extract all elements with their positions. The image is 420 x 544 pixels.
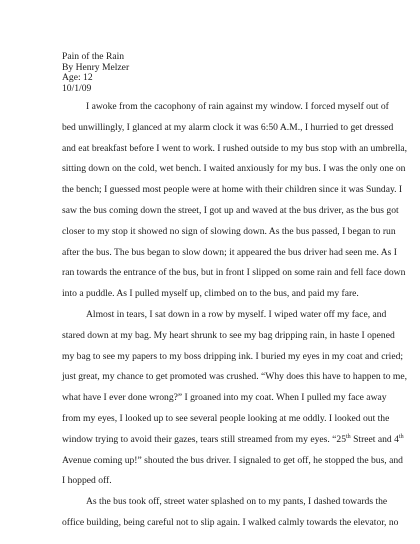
text-line: from my eyes, I looked up to see several people looking at me oddly. I looked out the <box>62 412 390 424</box>
text-line: closer to my stop it showed no sign of slowing down. As the bus passed, I began to run <box>62 225 396 237</box>
text-line: As the bus took off, street water splashed on to my pants, I dashed towards the <box>86 496 388 508</box>
age-line: Age: 12 <box>62 72 93 84</box>
text-line: saw the bus coming down the street, I got up and waved at the bus driver, as the bus got <box>62 204 399 216</box>
text-line: ran towards the entrance of the bus, but in front I slipped on some rain and fell face down <box>62 267 406 279</box>
text-line: into a puddle. As I pulled myself up, climbed on to the bus, and paid my fare. <box>62 288 359 300</box>
line-segment: window trying to avoid their gazes, tears still streamed from my eyes. “25 <box>62 433 347 445</box>
text-line: just great, my chance to get promoted was crushed. “Why does this have to happen to me, <box>62 371 408 383</box>
text-line: Avenue coming up!” shouted the bus driver. I signaled to get off, he stopped the bus, and <box>62 454 403 466</box>
text-line: after the bus. The bus began to slow down; it appeared the bus driver had seen me. As I <box>62 246 397 258</box>
text-line: what have I ever done wrong?” I groaned into my coat. When I pulled my face away <box>62 392 387 404</box>
line-segment: Street and 4 <box>350 433 399 445</box>
text-line: and eat breakfast before I went to work. I rushed outside to my bus stop with an umbrella, <box>62 142 408 154</box>
text-line: sitting down on the cold, wet bench. I waited anxiously for my bus. I was the only one on <box>62 163 406 175</box>
text-line: Almost in tears, I sat down in a row by myself. I wiped water off my face, and <box>86 308 387 320</box>
text-line-with-superscripts <box>62 430 404 451</box>
text-line: office building, being careful not to slip again. I walked calmly towards the elevator, no <box>62 516 399 528</box>
text-line: I hopped off. <box>62 475 112 487</box>
text-line: I awoke from the cacophony of rain against my window. I forced myself out of <box>86 101 389 112</box>
author-line: By Henry Melzer <box>62 61 130 73</box>
date-line: 10/1/09 <box>62 82 92 94</box>
document-header <box>62 52 129 94</box>
text-line: the bench; I guessed most people were at home with their children since it was Sunday. I <box>62 184 403 196</box>
text-line: stared down at my bag. My heart shrunk to see my bag dripping rain, in haste I opened <box>62 329 395 341</box>
text-line: my bag to see my papers to my boss dripping ink. I buried my eyes in my coat and cried; <box>62 350 404 362</box>
superscript-ordinal: th <box>398 433 404 440</box>
essay-title: Pain of the Rain <box>62 51 125 62</box>
text-line: bed unwillingly, I glanced at my alarm clock it was 6:50 A.M., I hurried to get dressed <box>62 121 394 133</box>
superscript-ordinal: th <box>346 433 351 440</box>
essay-body <box>62 97 408 534</box>
